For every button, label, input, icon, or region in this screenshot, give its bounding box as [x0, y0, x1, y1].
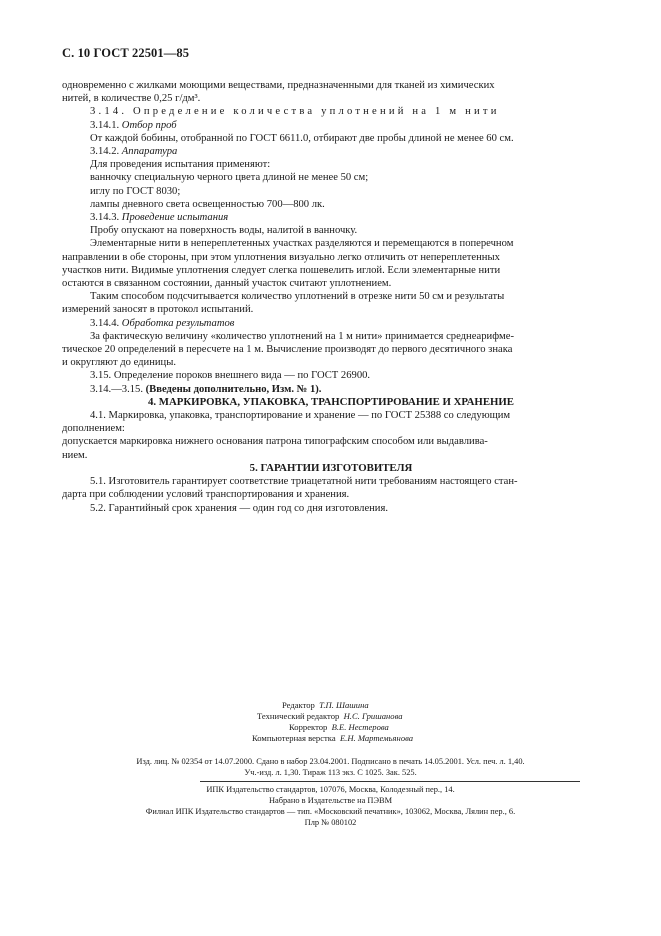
procedure-text: Пробу опускают на поверхность воды, налитой в ванночку. [90, 225, 358, 237]
credit-tech-editor: Технический редактор Н.С. Гришанова [257, 711, 403, 721]
count-text-cont: измерений заносят в протокол испытаний. [62, 304, 254, 316]
clause-3-14-1: 3.14.1. Отбор проб [90, 119, 177, 131]
results-text-cont: и округляют до единицы. [62, 357, 176, 369]
imprint-license: Плр № 080102 [304, 818, 357, 827]
paragraph-continuation: одновременно с жилками моющими веществами, предназначенными для тканей из химических [62, 80, 495, 91]
section-5-clause-1: 5.1. Изготовитель гарантирует соответствие триацетатной нити требованиям настоящего стан- [90, 476, 518, 488]
credit-corrector: Корректор В.Е. Нестерова [289, 722, 389, 732]
count-text: Таким способом подсчитывается количество уплотнений в отрезке нити 50 см и результаты [90, 291, 505, 303]
equipment-intro: Для проведения испытания применяют: [90, 159, 271, 171]
imprint-line: Уч.-изд. л. 1,30. Тираж 113 экз. С 1025. Зак. 525. [244, 768, 417, 777]
clause-3-14-2: 3.14.2. Аппаратура [90, 146, 178, 158]
results-text: За фактическую величину «количество уплотнений на 1 м нити» принимается среднеарифме- [90, 330, 514, 342]
procedure-text-cont: направлении в обе стороны, при этом уплотнения визуально легко отличить от непереплетенных [62, 251, 500, 263]
paragraph-continuation-end: нитей, в количестве 0,25 г/дм³. [62, 93, 201, 105]
clause-3-14-4: 3.14.4. Обработка результатов [90, 317, 235, 329]
clause-3-14-heading: 3.14. Определение количества уплотнений на 1 м нити [90, 106, 500, 118]
section-4-addition-cont: нием. [62, 449, 88, 461]
imprint-typeset: Набрано в Издательстве на ПЭВМ [268, 796, 393, 805]
divider-rule [200, 781, 580, 782]
imprint-line: Изд. лиц. № 02354 от 14.07.2000. Сдано в набор 23.04.2001. Подписано в печать 14.05.2001. Усл. печ. л. 1,40. [136, 757, 525, 766]
clause-3-14-3: 3.14.3. Проведение испытания [90, 212, 229, 224]
section-5-clause-1-cont: дарта при соблюдении условий транспортирования и хранения. [62, 489, 350, 501]
section-4-clause-1: 4.1. Маркировка, упаковка, транспортирование и хранение — по ГОСТ 25388 со следующим [90, 410, 511, 422]
amendment-note: 3.14.—3.15. (Введены дополнительно, Изм. № 1). [90, 383, 322, 395]
page-header: С. 10 ГОСТ 22501—85 [62, 46, 190, 60]
credit-editor: Редактор Т.П. Шашина [282, 700, 369, 710]
imprint-publisher: ИПК Издательство стандартов, 107076, Москва, Колодезный пер., 14. [206, 785, 455, 794]
credits-block [230, 700, 413, 744]
procedure-text: Элементарные нити в непереплетенных участках разделяются и перемещаются в поперечном [90, 238, 514, 250]
imprint-printer: Филиал ИПК Издательство стандартов — тип. «Московский печатник», 103062, Москва, Лялин пер., 6. [145, 807, 516, 816]
credit-layout: Компьютерная верстка Е.Н. Мартемьянова [252, 733, 414, 743]
section-4-addition: допускается маркировка нижнего основания патрона типографским способом или выдавлива- [62, 436, 488, 448]
procedure-text-cont: остаются в связанном состоянии, данный участок считают уплотнением. [62, 278, 392, 290]
document-body [62, 79, 600, 515]
equipment-item: ванночку специальную черного цвета длиной не менее 50 см; [90, 172, 369, 184]
equipment-item: лампы дневного света освещенностью 700—800 лк. [90, 198, 325, 210]
section-4-title: 4. МАРКИРОВКА, УПАКОВКА, ТРАНСПОРТИРОВАНИЕ И ХРАНЕНИЕ [147, 395, 515, 408]
section-5-title: 5. ГАРАНТИИ ИЗГОТОВИТЕЛЯ [249, 461, 413, 474]
section-4-clause-1-cont: дополнением: [62, 423, 125, 435]
results-text-cont: тическое 20 определений в пересчете на 1 м. Вычисление производят до первого десятичного знака [62, 344, 513, 356]
section-5-clause-2: 5.2. Гарантийный срок хранения — один год со дня изготовления. [90, 502, 388, 514]
equipment-item: иглу по ГОСТ 8030; [90, 185, 181, 197]
procedure-text-cont: участков нити. Видимые уплотнения следует слегка пошевелить иглой. Если элементарные нити [62, 264, 501, 276]
clause-3-14-1-text: От каждой бобины, отобранной по ГОСТ 6611.0, отбирают две пробы длиной не менее 60 см. [90, 132, 514, 144]
clause-3-15: 3.15. Определение пороков внешнего вида — по ГОСТ 26900. [90, 370, 371, 382]
